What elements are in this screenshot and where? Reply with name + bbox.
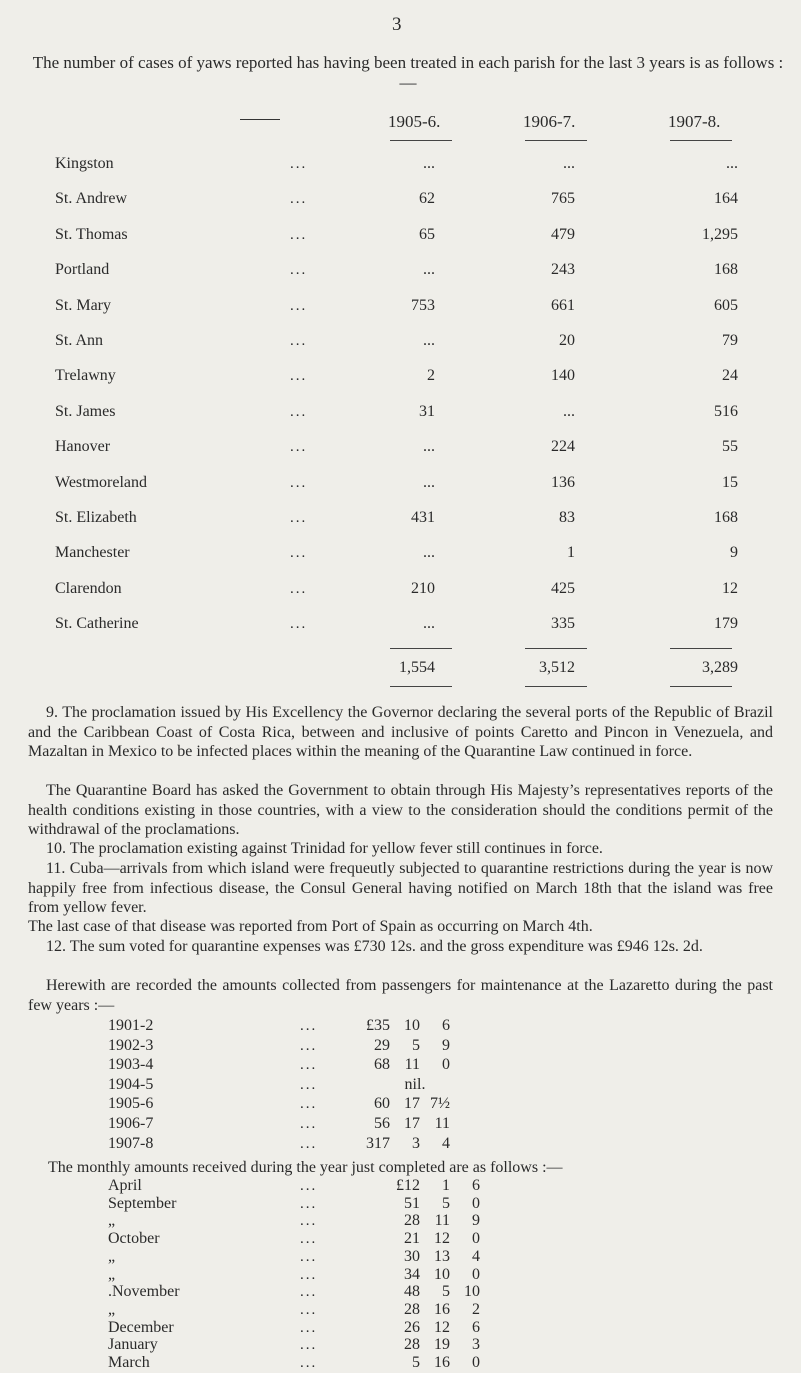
amount-shillings: 10 bbox=[434, 1265, 450, 1283]
leader-dots: ... bbox=[300, 1337, 318, 1354]
amount-shillings: 17 bbox=[404, 1095, 420, 1113]
total-underline bbox=[525, 686, 587, 687]
cell-value: 15 bbox=[722, 473, 738, 491]
leader-dots: ... bbox=[290, 510, 308, 526]
cell-value: 31 bbox=[419, 402, 435, 420]
amount-pounds: 28 bbox=[404, 1212, 420, 1230]
cell-value: 605 bbox=[714, 296, 738, 314]
cell-value: 164 bbox=[714, 190, 738, 208]
amount-pence: 6 bbox=[472, 1177, 480, 1194]
amount-shillings: 10 bbox=[404, 1017, 420, 1034]
amount-shillings: 13 bbox=[434, 1247, 450, 1265]
amount-pence: 6 bbox=[472, 1318, 480, 1336]
cell-value: 753 bbox=[411, 296, 435, 314]
cell-value: 224 bbox=[551, 438, 575, 456]
leader-dots: ... bbox=[300, 1301, 318, 1318]
cell-value: 425 bbox=[551, 579, 575, 597]
leader-dots: ... bbox=[300, 1319, 318, 1336]
cell-value: 2 bbox=[427, 367, 435, 385]
cell-value: 516 bbox=[714, 402, 738, 420]
leader-dots: ... bbox=[300, 1057, 318, 1074]
amount-pence: 0 bbox=[472, 1354, 480, 1371]
total-rule bbox=[390, 648, 452, 649]
paragraph-12-cont: Herewith are recorded the amounts collected from passengers for maintenance at the Lazaretto during the past few years :— bbox=[28, 977, 773, 1014]
intro-text: The number of cases of yaws reported has having been treated in each parish for the last 3 years is as follows :— bbox=[32, 53, 784, 92]
amount-pounds: 28 bbox=[404, 1336, 420, 1354]
amount-shillings: 16 bbox=[434, 1300, 450, 1318]
cell-value: 243 bbox=[551, 261, 575, 279]
amount-pence: 10 bbox=[464, 1283, 480, 1301]
amount-pounds: 68 bbox=[374, 1056, 390, 1074]
paragraph-12: 12. The sum voted for quarantine expenses was £730 12s. and the gross expenditure was £946 12s. 2d. bbox=[46, 938, 703, 955]
cell-value: ... bbox=[423, 332, 435, 349]
col-header-1907-8: 1907-8. bbox=[668, 112, 721, 131]
leader-dots: ... bbox=[290, 226, 308, 243]
month-label: „ bbox=[108, 1265, 116, 1283]
amount-pounds: £35 bbox=[366, 1017, 390, 1034]
cell-value: 55 bbox=[722, 438, 738, 456]
year-label: 1901-2 bbox=[108, 1017, 154, 1034]
amount-pounds: 317 bbox=[366, 1134, 390, 1152]
total-1906-7: 3,512 bbox=[539, 659, 575, 676]
leader-dots: ... bbox=[300, 1135, 318, 1152]
leader-dots: ... bbox=[300, 1018, 318, 1034]
col-header-1906-7: 1906-7. bbox=[523, 112, 576, 131]
parish-name: St. Andrew bbox=[55, 190, 127, 208]
total-1907-8: 3,289 bbox=[702, 659, 738, 676]
parish-name: Portland bbox=[55, 261, 110, 279]
amount-pence: 4 bbox=[472, 1247, 480, 1265]
amount-shillings: 11 bbox=[434, 1212, 450, 1230]
leader-dots: ... bbox=[290, 545, 308, 562]
amount-pence: 2 bbox=[472, 1300, 480, 1318]
leader-dots: ... bbox=[300, 1248, 318, 1265]
amount-pence: 9 bbox=[472, 1212, 480, 1230]
amount-pounds: 21 bbox=[404, 1230, 420, 1248]
month-label: „ bbox=[108, 1300, 116, 1318]
paragraph-11-cont: The last case of that disease was reported from Port of Spain as occurring on March 4th. bbox=[28, 918, 593, 935]
leader-dots: ... bbox=[290, 191, 308, 208]
cell-value: 335 bbox=[551, 615, 575, 633]
cell-value: ... bbox=[423, 544, 435, 562]
amount-pence: 0 bbox=[472, 1230, 480, 1248]
cell-value: 12 bbox=[722, 579, 738, 597]
month-label: September bbox=[108, 1194, 177, 1212]
cell-value: 479 bbox=[551, 225, 575, 243]
leader-dots: ... bbox=[290, 333, 308, 349]
amount-pounds: 60 bbox=[374, 1095, 390, 1113]
leader-dots: ... bbox=[300, 1231, 318, 1248]
amount-pence: 6 bbox=[442, 1017, 450, 1034]
paragraph-9: 9. The proclamation issued by His Excellency the Governor declaring the several ports of the Republic of Brazil and the Caribbean Coast of Costa Rica, between and inclusive of points Caretto and Pincon in Venezuela, and Mazaltan in Mexico to be infected places within the meaning of the Quarantine Law continued in force. bbox=[28, 704, 773, 760]
amount-pounds: 48 bbox=[404, 1283, 420, 1301]
cell-value: 168 bbox=[714, 261, 738, 279]
leader-dots: ... bbox=[290, 439, 308, 456]
amount-pounds: 5 bbox=[412, 1354, 420, 1371]
amount-shillings: 12 bbox=[434, 1230, 450, 1248]
header-rule bbox=[525, 140, 587, 141]
amount-shillings: 16 bbox=[434, 1354, 450, 1371]
amount-shillings: 5 bbox=[442, 1194, 450, 1212]
amount-pence: 9 bbox=[442, 1036, 450, 1054]
amount-pounds: 34 bbox=[404, 1265, 420, 1283]
total-rule bbox=[670, 648, 732, 649]
header-rule bbox=[390, 140, 452, 141]
cell-value: ... bbox=[423, 155, 435, 172]
cell-value: ... bbox=[423, 615, 435, 633]
parish-name: St. Ann bbox=[55, 332, 104, 349]
cell-value: 79 bbox=[722, 332, 738, 349]
leader-dots: ... bbox=[290, 156, 308, 172]
total-underline bbox=[670, 686, 732, 687]
parish-name: St. Thomas bbox=[55, 225, 128, 243]
month-label: March bbox=[108, 1354, 150, 1371]
amount-shillings: 11 bbox=[404, 1056, 420, 1074]
cell-value: 83 bbox=[559, 509, 575, 526]
cell-value: 661 bbox=[551, 296, 575, 314]
total-rule bbox=[525, 648, 587, 649]
page-number: 3 bbox=[392, 14, 402, 35]
month-label: December bbox=[108, 1318, 174, 1336]
leader-dots: ... bbox=[300, 1096, 318, 1113]
cell-value: 140 bbox=[551, 367, 575, 385]
cell-value: 765 bbox=[551, 190, 575, 208]
leader-dots: ... bbox=[300, 1195, 318, 1212]
cell-value: ... bbox=[423, 438, 435, 456]
cell-value: ... bbox=[726, 155, 738, 172]
cell-value: ... bbox=[423, 473, 435, 491]
cell-value: 65 bbox=[419, 225, 435, 243]
header-rule bbox=[670, 140, 732, 141]
amount-shillings: 12 bbox=[434, 1318, 450, 1336]
cell-value: 9 bbox=[730, 544, 738, 562]
header-dash bbox=[240, 119, 280, 120]
parish-name: Hanover bbox=[55, 438, 111, 456]
cell-value: 431 bbox=[411, 509, 435, 526]
leader-dots: ... bbox=[300, 1037, 318, 1054]
leader-dots: ... bbox=[300, 1355, 318, 1371]
year-label: 1904-5 bbox=[108, 1075, 154, 1093]
amount-pounds: 51 bbox=[404, 1194, 420, 1212]
leader-dots: ... bbox=[290, 368, 308, 385]
leader-dots: ... bbox=[290, 580, 308, 597]
leader-dots: ... bbox=[300, 1213, 318, 1230]
cell-value: ... bbox=[423, 261, 435, 279]
cell-value: 62 bbox=[419, 190, 435, 208]
amount-shillings: 17 bbox=[404, 1115, 420, 1132]
amount-shillings: 1 bbox=[442, 1177, 450, 1194]
cell-value: 210 bbox=[411, 579, 435, 597]
leader-dots: ... bbox=[290, 297, 308, 314]
amount-pounds: 28 bbox=[404, 1300, 420, 1318]
parish-name: St. Elizabeth bbox=[55, 509, 137, 526]
leader-dots: ... bbox=[300, 1266, 318, 1283]
year-label: 1906-7 bbox=[108, 1115, 154, 1132]
leader-dots: ... bbox=[290, 616, 308, 633]
parish-name: St. Mary bbox=[55, 296, 111, 314]
monthly-intro: The monthly amounts received during the year just completed are as follows :— bbox=[48, 1159, 563, 1176]
month-label: „ bbox=[108, 1247, 116, 1265]
month-label: January bbox=[108, 1336, 158, 1354]
amount-pounds: 30 bbox=[404, 1247, 420, 1265]
cell-value: 168 bbox=[714, 509, 738, 526]
amount-pence: 0 bbox=[472, 1265, 480, 1283]
amount-pounds: £12 bbox=[396, 1177, 420, 1194]
leader-dots: ... bbox=[290, 403, 308, 420]
leader-dots: ... bbox=[300, 1076, 318, 1093]
year-label: 1902-3 bbox=[108, 1036, 154, 1054]
cell-value: ... bbox=[563, 155, 575, 172]
paragraph-10: 10. The proclamation existing against Trinidad for yellow fever still continues in force. bbox=[46, 840, 603, 857]
cell-value: 179 bbox=[714, 615, 738, 633]
amount-pence: 0 bbox=[442, 1056, 450, 1074]
month-label: .November bbox=[108, 1283, 180, 1301]
parish-name: Trelawny bbox=[55, 367, 116, 385]
parish-name: St. Catherine bbox=[55, 615, 139, 633]
leader-dots: ... bbox=[300, 1284, 318, 1301]
paragraph-9-cont: The Quarantine Board has asked the Government to obtain through His Majesty’s representatives reports of the health conditions existing in those countries, with a view to the consideration should the conditions permit of the withdrawal of the proclamations. bbox=[28, 782, 773, 838]
amount-pounds: 26 bbox=[404, 1318, 420, 1336]
amount-pounds: 56 bbox=[374, 1115, 390, 1132]
month-label: „ bbox=[108, 1212, 116, 1230]
cell-value: 24 bbox=[722, 367, 738, 385]
cell-value: ... bbox=[563, 402, 575, 420]
parish-name: Manchester bbox=[55, 544, 130, 562]
amount-pence: 7½ bbox=[430, 1095, 450, 1113]
year-label: 1907-8 bbox=[108, 1134, 154, 1152]
cell-value: 20 bbox=[559, 332, 575, 349]
leader-dots: ... bbox=[300, 1178, 318, 1194]
month-label: April bbox=[108, 1177, 142, 1194]
parish-name: Kingston bbox=[55, 155, 114, 172]
amount-pence: 0 bbox=[472, 1194, 480, 1212]
parish-name: Clarendon bbox=[55, 579, 122, 597]
total-underline bbox=[390, 686, 452, 687]
paragraph-11: 11. Cuba—arrivals from which island were frequeutly subjected to quarantine restrictions during the year is now happily free from infectious disease, the Consul General having notified on March 18th that the island was free from yellow fever. bbox=[28, 860, 773, 916]
amount-shillings: 3 bbox=[412, 1134, 420, 1152]
amount-nil: nil. bbox=[404, 1075, 426, 1093]
amount-pence: 11 bbox=[434, 1115, 450, 1132]
col-header-1905-6: 1905-6. bbox=[388, 112, 441, 131]
cell-value: 1 bbox=[567, 544, 575, 562]
amount-pounds: 29 bbox=[374, 1036, 390, 1054]
leader-dots: ... bbox=[300, 1116, 318, 1132]
amount-pence: 4 bbox=[442, 1134, 450, 1152]
year-label: 1903-4 bbox=[108, 1056, 154, 1074]
cell-value: 136 bbox=[551, 473, 575, 491]
leader-dots: ... bbox=[290, 474, 308, 491]
cell-value: 1,295 bbox=[702, 225, 738, 243]
total-1905-6: 1,554 bbox=[399, 659, 435, 676]
amount-pence: 3 bbox=[472, 1336, 480, 1354]
parish-name: Westmoreland bbox=[55, 473, 148, 491]
amount-shillings: 19 bbox=[434, 1336, 450, 1354]
amount-shillings: 5 bbox=[442, 1283, 450, 1301]
month-label: October bbox=[108, 1230, 160, 1248]
amount-shillings: 5 bbox=[412, 1036, 420, 1054]
parish-name: St. James bbox=[55, 402, 116, 420]
year-label: 1905-6 bbox=[108, 1095, 154, 1113]
leader-dots: ... bbox=[290, 262, 308, 279]
